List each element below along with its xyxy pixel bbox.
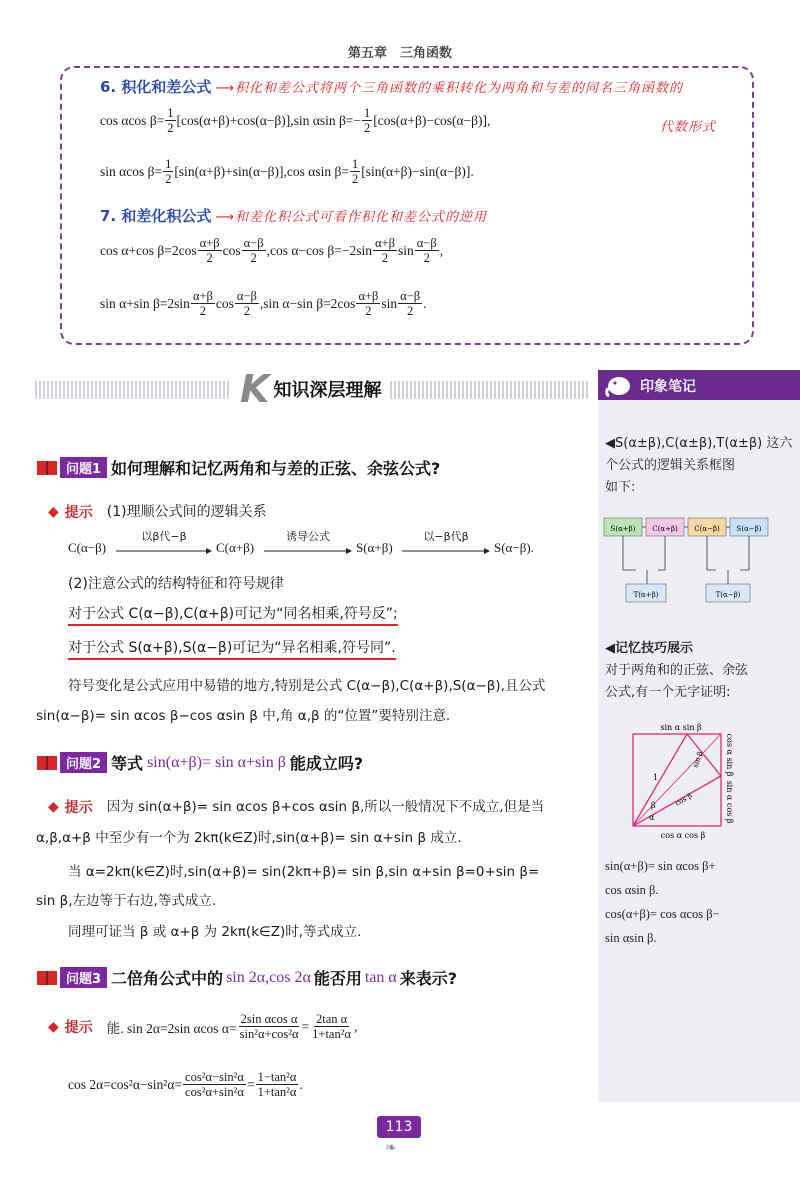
proof-label-alpha: α — [649, 813, 655, 822]
q2-p2: α,β,α+β 中至少有一个为 2kπ(k∈Z)时,sin(α+β)= sin α+sin β 成立. — [36, 830, 462, 846]
proof-label-cosb: cos β — [674, 791, 694, 808]
chain-item: S(α−β). — [494, 540, 534, 555]
section-6-title: 6. 积化和差公式 — [100, 78, 212, 96]
chain-arrow-label: 以−β代β — [423, 530, 469, 543]
q3-line2: cos 2α=cos²α−sin²α= $\frac{\text{cos²α−sin²α}}{\text{cos²α+sin²α}}$ = $\frac{\text{1−tan²α}}{\text{1+tan²α}}$ . — [68, 1070, 303, 1099]
flow-label: T(α+β) — [633, 591, 659, 599]
leaf-icon: ◆ — [48, 504, 59, 520]
logic-chain — [68, 528, 588, 564]
flow-label: T(α−β) — [715, 591, 741, 599]
section-banner — [240, 367, 382, 411]
section-6-note2: 代数形式 — [660, 120, 717, 135]
leaf-icon: ◆ — [48, 1018, 59, 1035]
chain-arrow-label: 以β代−β — [141, 530, 187, 543]
question-1-title: 如何理解和记忆两角和与差的正弦、余弦公式? — [111, 459, 441, 478]
arrow-icon — [116, 542, 212, 550]
sidebar-memory: ◀记忆技巧展示 对于两角和的正弦、余弦 公式,有一个无字证明: — [605, 641, 749, 700]
q2-p4: sin β,左边等于右边,等式成立. — [36, 893, 217, 909]
proof-label-right-bottom: sin α cos β — [725, 780, 734, 824]
chain-item: S(α+β) — [356, 540, 393, 555]
chapter-header: 第五章 三角函数 — [347, 46, 452, 61]
q1-p4: 对于公式 S(α+β),S(α−β)可记为“异名相乘,符号同”. — [68, 636, 396, 660]
chain-item: C(α−β) — [68, 540, 107, 555]
proof-label-sinb: sin β — [691, 750, 705, 769]
formula-7-line1: cos α+cos β=2cos $\frac{\alpha+\beta}{2}$ cos $\frac{\alpha-\beta}{2}$ ,cos α−cos β=−2sin $\frac{\alpha+\beta}{2}$ sin $\frac{\alpha-\beta}{2}$ , — [100, 236, 444, 265]
flow-label: S(α+β) — [610, 525, 636, 533]
question-3-heading: 问题3 二倍角公式中的 sin 2α,cos 2α 能否用 tan α 来表示? — [36, 966, 457, 989]
section-7-title: 7. 和差化积公式 — [100, 207, 212, 225]
q1-p2: (2)注意公式的结构特征和符号规律 — [68, 576, 284, 592]
book-icon — [36, 754, 58, 772]
section-7 — [100, 205, 487, 226]
sidebar-intro: ◀S(α±β),C(α±β),T(α±β) 这六 个公式的逻辑关系框图 如下: — [605, 436, 793, 495]
q2-p3: 当 α=2kπ(k∈Z)时,sin(α+β)= sin(2kπ+β)= sin β,sin α+sin β=0+sin β= — [68, 864, 540, 880]
q1-p5: 符号变化是公式应用中易错的地方,特别是公式 C(α−β),C(α+β),S(α−β),且公式 — [68, 678, 546, 694]
section-title: 知识深层理解 — [273, 380, 382, 401]
page-number: 113 — [377, 1116, 421, 1138]
section-7-note: ⟶和差化积公式可看作积化和差公式的逆用 — [215, 210, 488, 225]
bird-icon: ❧ — [385, 1140, 397, 1156]
formula-6-line2: sin αcos β= $\frac{1}{2}$ [sin(α+β)+sin(α−β)],cos αsin β= $\frac{1}{2}$ [sin(α+β)−sin(α−β)]. — [100, 157, 474, 186]
sidebar-result: sin(α+β)= sin αcos β+ cos αsin β. cos(α+β)= cos αcos β− sin αsin β. — [605, 859, 720, 945]
q1-p6: sin(α−β)= sin αcos β−cos αsin β 中,角 α,β 的“位置”要特别注意. — [36, 708, 451, 724]
formula-7-line2: sin α+sin β=2sin $\frac{\alpha+\beta}{2}$ cos $\frac{\alpha-\beta}{2}$ ,sin α−sin β=2cos $\frac{\alpha+\beta}{2}$ sin $\frac{\alpha-\beta}{2}$ . — [100, 289, 427, 318]
proof-label-right-top: cos α sin β — [725, 733, 734, 777]
chain-arrow-label: 诱导公式 — [286, 530, 330, 543]
proof-label-one: 1 — [653, 773, 659, 782]
elephant-icon — [604, 372, 634, 398]
arrow-icon — [264, 542, 352, 550]
hint-label: 提示 — [64, 505, 93, 521]
flow-label: C(α+β) — [652, 525, 678, 533]
sidebar-title: 印象笔记 — [640, 379, 696, 395]
question-2-hint: ◆ 提示 因为 sin(α+β)= sin αcos β+cos αsin β,所以一般情况下不成立,但是当 — [48, 799, 545, 816]
proof-diagram — [615, 720, 745, 845]
arrow-icon — [402, 542, 490, 550]
formula-flow-diagram — [598, 510, 800, 610]
proof-label-bottom: cos α cos β — [660, 831, 706, 840]
hint-label: 提示 — [64, 1019, 93, 1036]
flow-label: S(α−β) — [736, 525, 762, 533]
formula-6-line1: cos αcos β= $\frac{1}{2}$ [cos(α+β)+cos(α−β)],sin αsin β=− $\frac{1}{2}$ [cos(α+β)−cos(α−β)], — [100, 106, 491, 135]
q2-p5: 同理可证当 β 或 α+β 为 2kπ(k∈Z)时,等式成立. — [68, 924, 362, 940]
q1-p3: 对于公式 C(α−β),C(α+β)可记为“同名相乘,符号反”; — [68, 602, 398, 626]
question-1-heading — [36, 456, 440, 479]
proof-label-beta: β — [651, 801, 656, 810]
leaf-icon: ◆ — [48, 799, 59, 815]
question-2-heading: 问题2 等式 sin(α+β)= sin α+sin β 能成立吗? — [36, 751, 363, 774]
question-1-label: 问题1 — [60, 457, 107, 478]
book-icon — [36, 969, 58, 987]
flow-label: C(α−β) — [694, 525, 720, 533]
q3-line1: 能. sin 2α=2sin αcos α= $\frac{\text{2sin αcos α}}{\text{sin²α+cos²α}}$ = $\frac{\text{2tan α}}{\text{1+tan²α}}$ , — [106, 1012, 358, 1041]
book-icon — [36, 459, 58, 477]
chain-item: C(α+β) — [216, 540, 255, 555]
question-3-hint — [48, 1012, 357, 1041]
question-1-hint: ◆ 提示 (1)理顺公式间的逻辑关系 — [48, 504, 267, 521]
section-6 — [100, 76, 683, 97]
hint-label: 提示 — [64, 800, 93, 816]
section-6-note: ⟶积化和差公式将两个三角函数的乘积转化为两角和与差的同名三角函数的 — [215, 81, 684, 96]
section-letter: K — [240, 367, 270, 411]
proof-label-top: sin α sin β — [660, 723, 702, 732]
question-2-label: 问题2 — [60, 752, 107, 773]
question-3-label: 问题3 — [60, 967, 107, 988]
